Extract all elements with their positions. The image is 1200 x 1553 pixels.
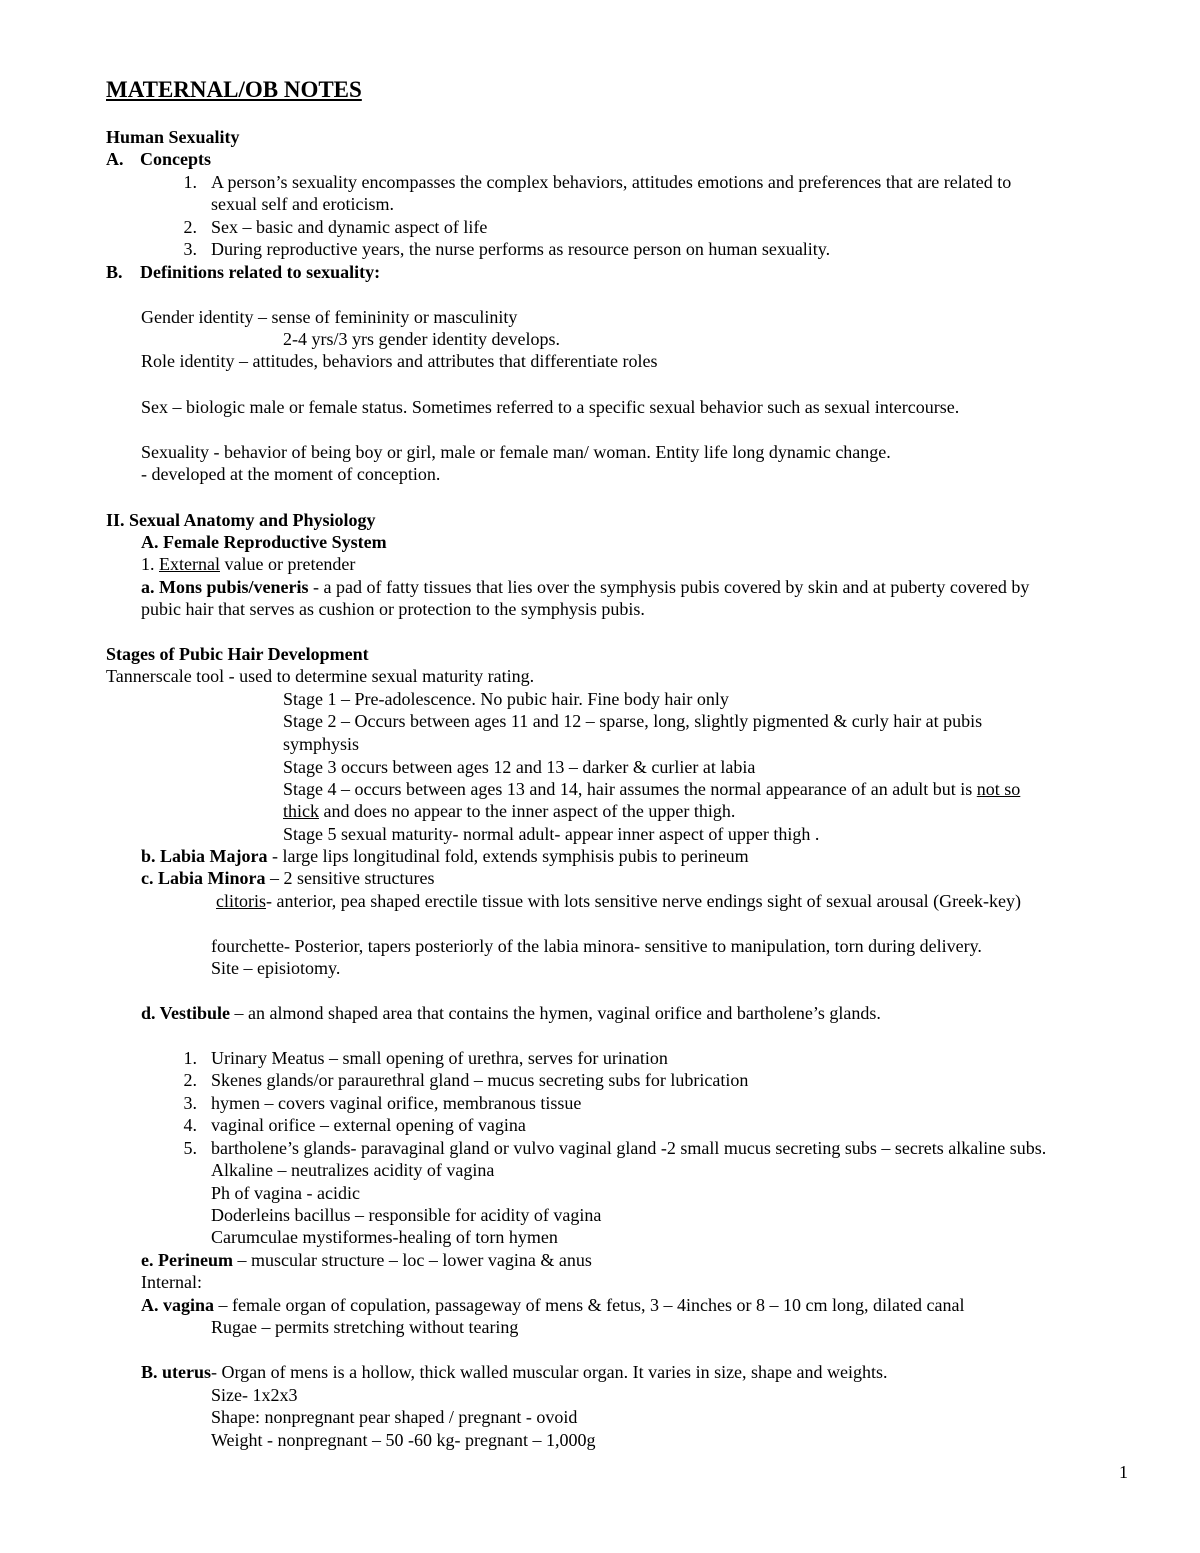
doderleins-note: Doderleins bacillus – responsible for acidity of vagina: [211, 1205, 602, 1225]
section-heading-human-sexuality: Human Sexuality: [106, 127, 240, 147]
def-sexuality: Sexuality - behavior of being boy or girl, male or female man/ woman. Entity life long dynamic change.: [141, 442, 891, 462]
stage-3: Stage 3 occurs between ages 12 and 13 – darker & curlier at labia: [283, 757, 756, 777]
letter-a: A.: [106, 149, 124, 169]
vestibule-label: d. Vestibule: [141, 1003, 231, 1023]
fourchette: fourchette- Posterior, tapers posteriorly of the labia minora- sensitive to manipulation, torn during delivery.: [211, 936, 982, 956]
uterus-weight: Weight - nonpregnant – 50 -60 kg- pregnant – 1,000g: [211, 1430, 596, 1450]
def-sex: Sex – biologic male or female status. Sometimes referred to a specific sexual behavior such as sexual intercourse.: [141, 397, 960, 417]
stage-4-cont: thick and does no appear to the inner aspect of the upper thigh.: [283, 801, 736, 821]
labia-minora: c. Labia Minora – 2 sensitive structures: [141, 868, 435, 888]
uterus-shape: Shape: nonpregnant pear shaped / pregnant - ovoid: [211, 1407, 578, 1427]
rugae-note: Rugae – permits stretching without tearing: [211, 1317, 519, 1337]
def-sexuality-sub: - developed at the moment of conception.: [141, 464, 441, 484]
internal-label: Internal:: [141, 1272, 202, 1292]
mons-pubis-label: a. Mons pubis/veneris: [141, 577, 309, 597]
clitoris-word: clitoris: [216, 891, 266, 911]
perineum: e. Perineum – muscular structure – loc – lower vagina & anus: [141, 1250, 592, 1270]
def-gender-identity: Gender identity – sense of femininity or masculinity: [141, 307, 518, 327]
vestibule-item-1: 1. Urinary Meatus – small opening of urethra, serves for urination: [183, 1048, 668, 1068]
stage-4: Stage 4 – occurs between ages 13 and 14, hair assumes the normal appearance of an adult but is not so: [283, 779, 1021, 799]
vestibule-item-3: 3. hymen – covers vaginal orifice, membranous tissue: [183, 1093, 582, 1113]
episiotomy-site: Site – episiotomy.: [211, 958, 341, 978]
clitoris: clitoris- anterior, pea shaped erectile tissue with lots sensitive nerve endings sight of sexual arousal (Greek-key): [216, 891, 1022, 911]
mons-pubis-cont: pubic hair that serves as cushion or protection to the symphysis pubis.: [141, 599, 645, 619]
alkaline-note: Alkaline – neutralizes acidity of vagina: [211, 1160, 495, 1180]
tanner-intro: Tannerscale tool - used to determine sexual maturity rating.: [106, 666, 535, 686]
vestibule: d. Vestibule – an almond shaped area that contains the hymen, vaginal orifice and bartholene’s glands.: [141, 1003, 881, 1023]
mons-pubis: a. Mons pubis/veneris - a pad of fatty tissues that lies over the symphysis pubis covered by skin and at puberty covered by: [141, 577, 1030, 597]
section-heading-anatomy: II. Sexual Anatomy and Physiology: [106, 510, 376, 530]
letter-b: B.: [106, 262, 123, 282]
vestibule-item-5: 5. bartholene’s glands- paravaginal gland or vulvo vaginal gland -2 small mucus secreting subs – secrets alkaline subs.: [183, 1138, 1047, 1158]
subheading-definitions: [106, 261, 380, 283]
def-gender-identity-sub: 2-4 yrs/3 yrs gender identity develops.: [283, 329, 560, 349]
concept-item-2: 2. Sex – basic and dynamic aspect of life: [183, 217, 488, 237]
vagina-label: A. vagina: [141, 1295, 215, 1315]
concepts-label: Concepts: [140, 149, 211, 169]
perineum-label: e. Perineum: [141, 1250, 233, 1270]
subheading-female-reproductive: A. Female Reproductive System: [141, 532, 387, 552]
vagina: A. vagina – female organ of copulation, passageway of mens & fetus, 3 – 4inches or 8 – 10 cm long, dilated canal: [141, 1295, 965, 1315]
external-word: External: [159, 554, 220, 574]
page-number: 1: [1119, 1462, 1128, 1482]
uterus: B. uterus- Organ of mens is a hollow, thick walled muscular organ. It varies in size, shape and weights.: [141, 1362, 888, 1382]
concept-item-1-cont: sexual self and eroticism.: [211, 194, 394, 214]
vestibule-item-2: 2. Skenes glands/or paraurethral gland – mucus secreting subs for lubrication: [183, 1070, 749, 1090]
external-line: 1. External value or pretender: [141, 554, 356, 574]
subheading-concepts: [106, 148, 211, 170]
carumculae-note: Carumculae mystiformes-healing of torn hymen: [211, 1227, 558, 1247]
labia-minora-label: c. Labia Minora: [141, 868, 266, 888]
labia-majora-label: b. Labia Majora: [141, 846, 268, 866]
stage-2-cont: symphysis: [283, 734, 360, 754]
concept-item-3: 3. During reproductive years, the nurse performs as resource person on human sexuality.: [183, 239, 831, 259]
concept-item-1: 1. A person’s sexuality encompasses the complex behaviors, attitudes emotions and preferences that are related to: [183, 172, 1012, 192]
vestibule-item-4: 4. vaginal orifice – external opening of vagina: [183, 1115, 526, 1135]
stage-1: Stage 1 – Pre-adolescence. No pubic hair. Fine body hair only: [283, 689, 729, 709]
definitions-label: Definitions related to sexuality:: [140, 262, 381, 282]
section-heading-pubic-hair: Stages of Pubic Hair Development: [106, 644, 369, 664]
labia-majora: b. Labia Majora - large lips longitudinal fold, extends symphisis pubis to perineum: [141, 846, 749, 866]
uterus-label: B. uterus: [141, 1362, 212, 1382]
def-role-identity: Role identity – attitudes, behaviors and attributes that differentiate roles: [141, 351, 658, 371]
uterus-size: Size- 1x2x3: [211, 1385, 298, 1405]
stage-2: Stage 2 – Occurs between ages 11 and 12 – sparse, long, slightly pigmented & curly hair at pubis: [283, 711, 983, 731]
stage-5: Stage 5 sexual maturity- normal adult- appear inner aspect of upper thigh .: [283, 824, 820, 844]
ph-note: Ph of vagina - acidic: [211, 1183, 360, 1203]
page-title: MATERNAL/OB NOTES: [106, 77, 362, 102]
